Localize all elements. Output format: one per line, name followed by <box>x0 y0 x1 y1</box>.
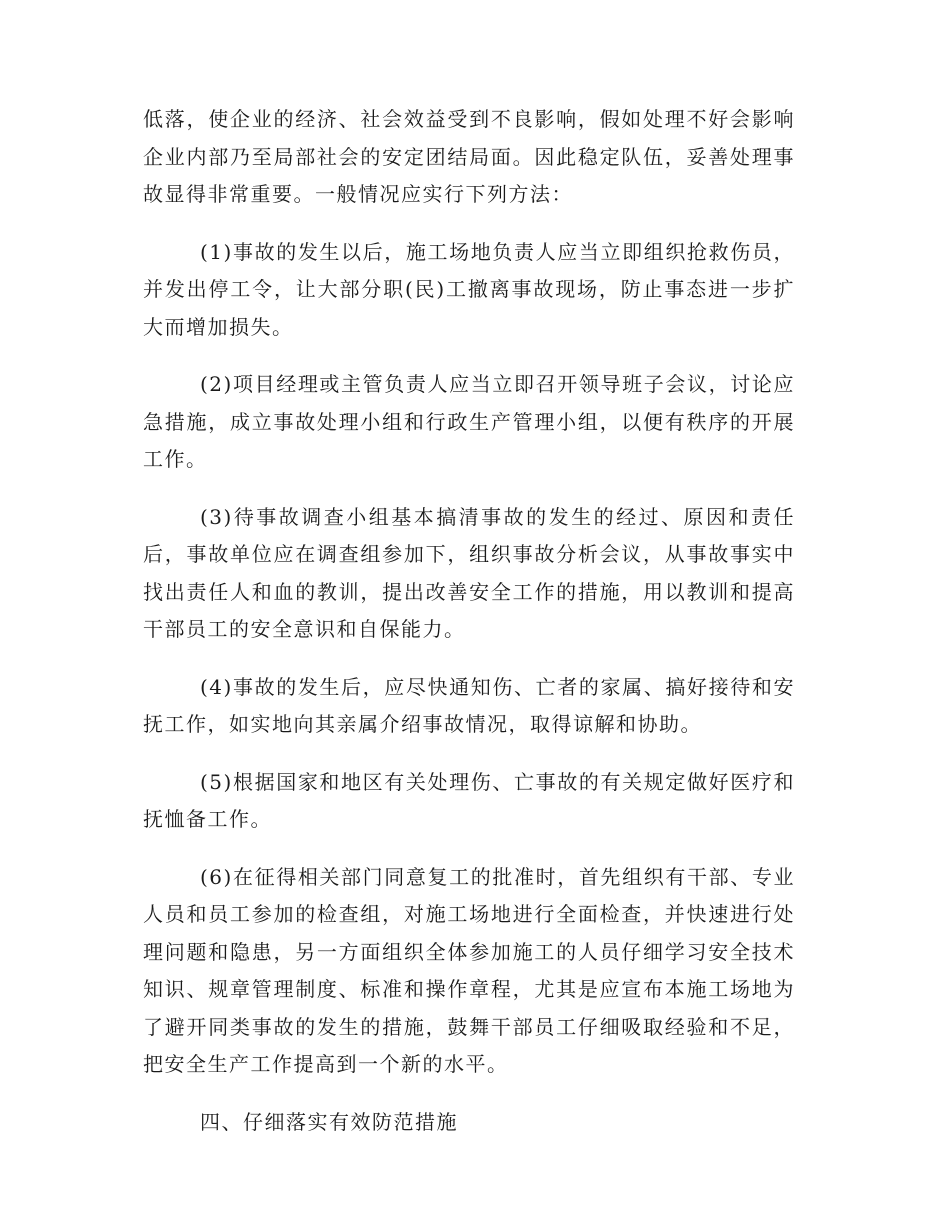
paragraph-item-6: (6)在征得相关部门同意复工的批准时，首先组织有干部、专业人员和员工参加的检查组，对施工场地进行全面检查，并快速进行处理问题和隐患，另一方面组织全体参加施工的人员仔细学习安全技术知识、规章管理制度、标准和操作章程，尤其是应宣布本施工场地为了避开同类事故的发生的措施，鼓舞干部员工仔细吸取经验和不足，把安全生产工作提高到一个新的水平。 <box>143 864 795 1076</box>
paragraph-item-3: (3)待事故调查小组基本搞清事故的发生的经过、原因和责任后，事故单位应在调查组参加下，组织事故分析会议，从事故事实中找出责任人和血的教训，提出改善安全工作的措施，用以教训和提高干部员工的安全意识和自保能力。 <box>143 504 795 641</box>
paragraph-item-4: (4)事故的发生后，应尽快通知伤、亡者的家属、搞好接待和安抚工作，如实地向其亲属介绍事故情况，取得谅解和协助。 <box>143 674 795 736</box>
document-body <box>143 101 795 1161</box>
section-heading: 四、仔细落实有效防范措施 <box>200 1109 458 1134</box>
paragraph-item-1: (1)事故的发生以后，施工场地负责人应当立即组织抢救伤员，并发出停工令，让大部分职(民)工撤离事故现场，防止事态进一步扩大而增加损失。 <box>143 239 795 339</box>
paragraph-continuation: 低落，使企业的经济、社会效益受到不良影响，假如处理不好会影响企业内部乃至局部社会的安定团结局面。因此稳定队伍，妥善处理事故显得非常重要。一般情况应实行下列方法： <box>143 107 795 206</box>
paragraph-item-5: (5)根据国家和地区有关处理伤、亡事故的有关规定做好医疗和抚恤备工作。 <box>143 769 795 831</box>
paragraph-item-2: (2)项目经理或主管负责人应当立即召开领导班子会议，讨论应急措施，成立事故处理小组和行政生产管理小组，以便有秩序的开展工作。 <box>143 372 795 471</box>
